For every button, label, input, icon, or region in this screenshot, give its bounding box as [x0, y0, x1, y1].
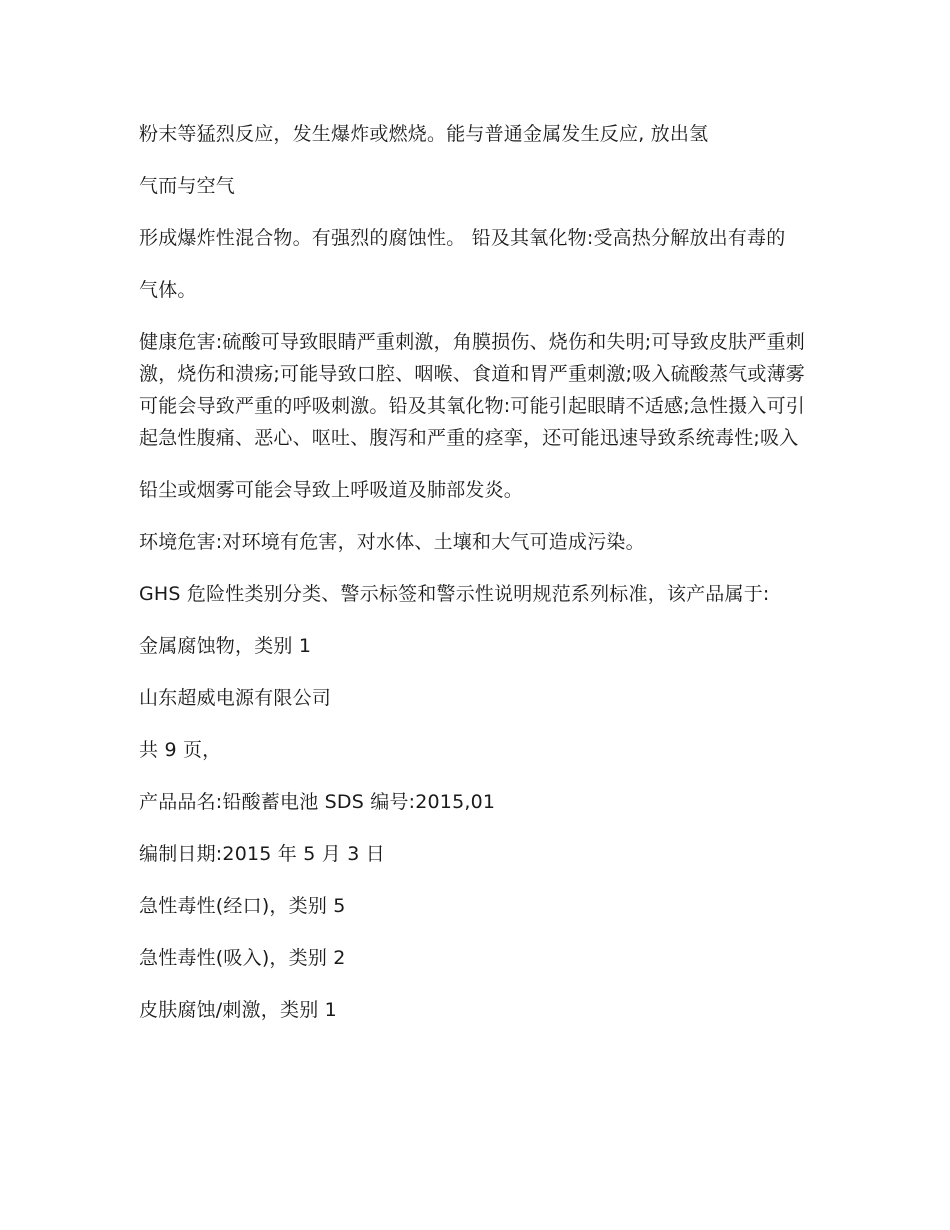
- paragraph-reaction-hazard: 粉末等猛烈反应，发生爆炸或燃烧。能与普通金属发生反应, 放出氢: [139, 123, 709, 145]
- paragraph-skin-corrosion: 皮肤腐蚀/刺激，类别 1: [139, 999, 337, 1021]
- paragraph-company-name: 山东超威电源有限公司: [139, 687, 332, 709]
- paragraph-lead-dust: 铅尘或烟雾可能会导致上呼吸道及肺部发炎。: [139, 479, 524, 501]
- paragraph-environmental-hazard: 环境危害:对环境有危害，对水体、土壤和大气可造成污染。: [139, 531, 645, 553]
- paragraph-ghs-classification: GHS 危险性类别分类、警示标签和警示性说明规范系列标准，该产品属于:: [139, 583, 770, 605]
- paragraph-compile-date: 编制日期:2015 年 5 月 3 日: [139, 843, 385, 865]
- paragraph-hydrogen-air: 气而与空气: [139, 175, 236, 197]
- document-body: [139, 118, 814, 1046]
- paragraph-acute-oral: 急性毒性(经口)，类别 5: [139, 895, 346, 917]
- paragraph-explosive-mixture: 形成爆炸性混合物。有强烈的腐蚀性。 铅及其氧化物:受高热分解放出有毒的: [139, 227, 786, 249]
- paragraph-product-name: 产品品名:铅酸蓄电池 SDS 编号:2015,01: [139, 791, 496, 813]
- paragraph-page-count: 共 9 页，: [139, 739, 222, 761]
- paragraph-acute-inhalation: 急性毒性(吸入)，类别 2: [139, 947, 346, 969]
- paragraph-health-hazard: 健康危害:硫酸可导致眼睛严重刺激，角膜损伤、烧伤和失明;可导致皮肤严重刺激，烧伤和溃疡;可能导致口腔、咽喉、食道和胃严重刺激;吸入硫酸蒸气或薄雾可能会导致严重的呼吸刺激。铅及其氧化物:可能引起眼睛不适感;急性摄入可引起急性腹痛、恶心、呕吐、腹泻和严重的痉挛，还可能迅速导致系统毒性;吸入: [139, 331, 806, 449]
- paragraph-metal-corrosion: 金属腐蚀物，类别 1: [139, 635, 312, 657]
- paragraph-gas: 气体。: [139, 279, 197, 301]
